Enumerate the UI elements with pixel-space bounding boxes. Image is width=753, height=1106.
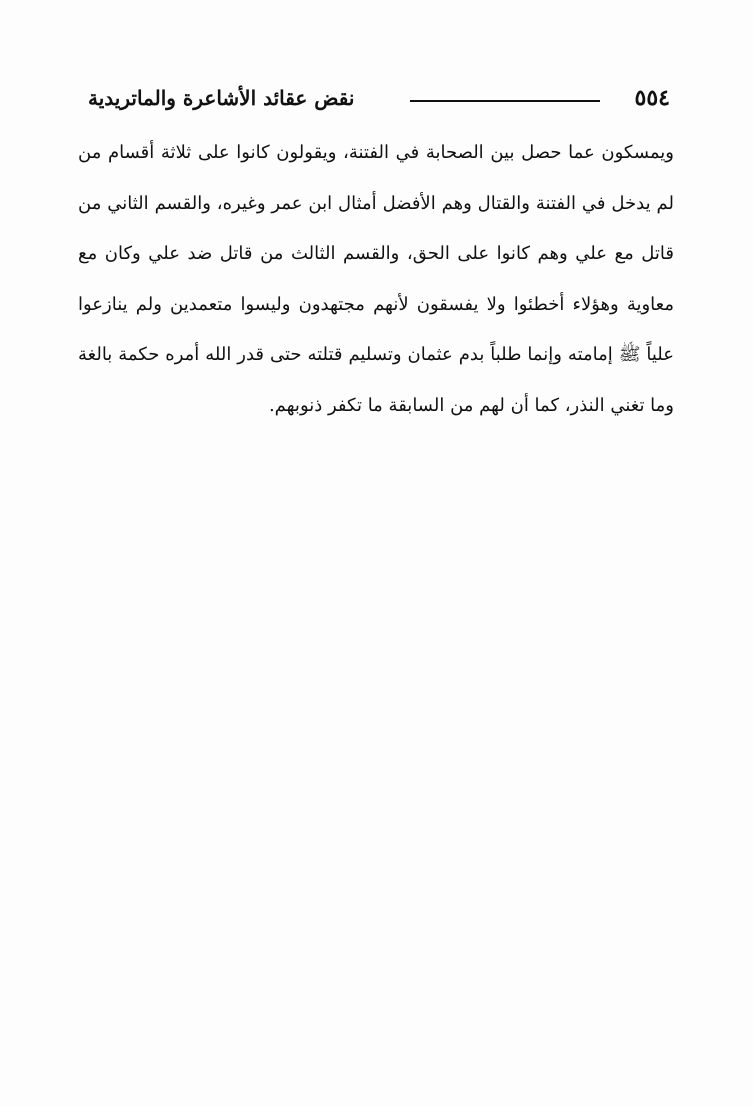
page-number: ٥٥٤ (634, 85, 670, 111)
page-header (88, 80, 670, 116)
header-rule (410, 100, 600, 102)
running-title: نقض عقائد الأشاعرة والماتريدية (88, 86, 355, 110)
body-paragraph: ويمسكون عما حصل بين الصحابة في الفتنة، ويقولون كانوا على ثلاثة أقسام من لم يدخل في الفتنة والقتال وهم الأفضل أمثال ابن عمر وغيره، والقسم الثاني من قاتل مع علي وهم كانوا على الحق، والقسم الثالث من قاتل ضد علي وكان مع معاوية وهؤلاء أخطئوا ولا يفسقون لأنهم مجتهدون وليسوا متعمدين ولم ينازعوا علياً ﷺ إمامته وإنما طلباً بدم عثمان وتسليم قتلته حتى قدر الله أمره حكمة بالغة وما تغني النذر، كما أن لهم من السابقة ما تكفر ذنوبهم. (78, 142, 674, 416)
